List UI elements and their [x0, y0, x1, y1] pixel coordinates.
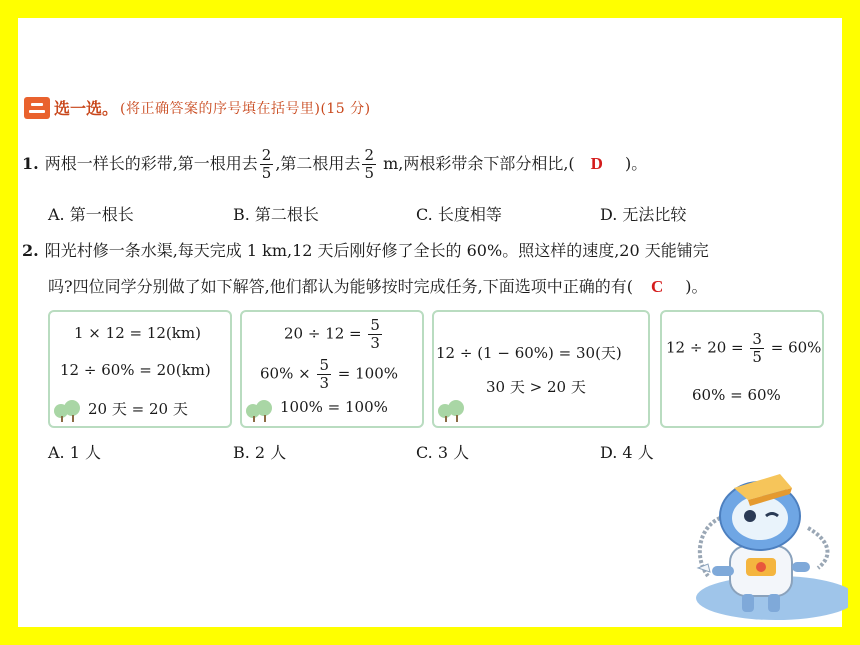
option-b[interactable]: B. 第二根长	[233, 205, 319, 224]
robot-illustration	[668, 458, 848, 628]
tree-icon	[438, 400, 468, 422]
question-2	[22, 238, 709, 261]
section-note: (将正确答案的序号填在括号里)(15 分)	[120, 100, 371, 117]
question-text: 阳光村修一条水渠,每天完成 1 km,12 天后刚好修了全长的 60%。照这样的速度,20 天能铺完	[44, 241, 709, 260]
question-text: )。	[685, 277, 708, 296]
equation-line: 60% = 60%	[692, 386, 781, 404]
question-text: ,第二根用去	[275, 154, 361, 173]
equation-line: 60% × $\frac{5}{3}$ = 100%	[260, 356, 399, 392]
tree-icon	[246, 400, 276, 422]
equation-line: 20 天 = 20 天	[88, 400, 188, 418]
slide	[18, 18, 842, 627]
answer-blank[interactable]: D	[590, 154, 603, 173]
question-text: 两根一样长的彩带,第一根用去	[44, 154, 258, 173]
question-number: 2.	[22, 241, 39, 260]
solution-box-2	[240, 310, 424, 428]
equation-line: 20 ÷ 12 = $\frac{5}{3}$	[284, 316, 380, 352]
fraction: $\frac{2}{5}$	[261, 146, 272, 182]
question-text: 吗?四位同学分别做了如下解答,他们都认为能够按时完成任务,下面选项中正确的有(	[48, 277, 633, 296]
equation-line: 12 ÷ (1 − 60%) = 30(天)	[436, 344, 622, 362]
option-d[interactable]: D. 4 人	[600, 443, 654, 462]
solution-box-1	[48, 310, 232, 428]
equation-line: 30 天 > 20 天	[486, 378, 586, 396]
equation-line: 12 ÷ 20 = $\frac{3}{5}$ = 60%	[666, 330, 822, 366]
option-a[interactable]: A. 1 人	[48, 443, 101, 462]
answer-blank[interactable]: C	[651, 277, 664, 296]
question-1	[22, 148, 647, 181]
question-text: m,两根彩带余下部分相比,(	[377, 154, 575, 173]
question-text: )。	[624, 154, 648, 173]
option-c[interactable]: C. 长度相等	[416, 205, 502, 224]
tree-icon	[54, 400, 84, 422]
question-2-line2	[48, 274, 708, 297]
equation-line: 100% = 100%	[280, 398, 388, 416]
solution-box-3	[432, 310, 650, 428]
section-header	[24, 96, 371, 119]
option-a[interactable]: A. 第一根长	[48, 205, 134, 224]
section-two-icon	[24, 97, 50, 119]
solution-box-4	[660, 310, 824, 428]
option-c[interactable]: C. 3 人	[416, 443, 470, 462]
section-title: 选一选。	[54, 99, 119, 118]
equation-line: 12 ÷ 60% = 20(km)	[60, 361, 211, 379]
option-b[interactable]: B. 2 人	[233, 443, 287, 462]
equation-line: 1 × 12 = 12(km)	[74, 324, 201, 342]
question-number: 1.	[22, 154, 39, 173]
fraction: $\frac{2}{5}$	[364, 146, 374, 182]
option-d[interactable]: D. 无法比较	[600, 205, 687, 224]
